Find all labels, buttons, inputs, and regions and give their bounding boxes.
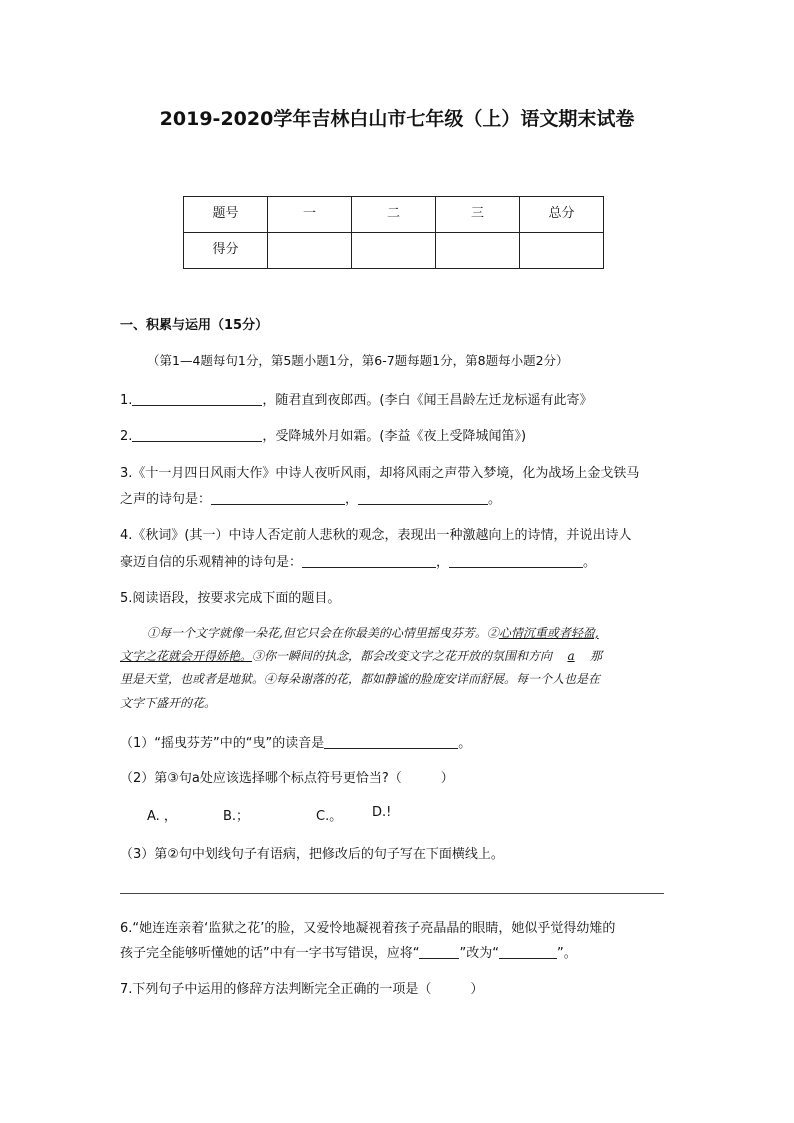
question-text: ，随君直到夜郎西。(李白《闻王昌龄左迁龙标遥有此寄》	[262, 393, 593, 408]
option-c[interactable]: C.。	[316, 809, 343, 824]
score-table-header-row	[184, 197, 604, 233]
question-5-intro: 5.阅读语段，按要求完成下面的题目。	[120, 591, 341, 606]
passage-text: ③你一瞬间的执念，都会改变文字之花开放的氛围和方向	[252, 649, 553, 663]
option-d[interactable]: D.!	[372, 805, 392, 820]
page-title: 2019-2020学年吉林白山市七年级（上）语文期末试卷	[159, 108, 635, 130]
comma: ，	[436, 555, 450, 570]
question-text: 孩子完全能够听懂她的话”中有一字书写错误，应将“	[120, 946, 420, 961]
score-header-cell: 总分	[520, 197, 604, 233]
option-a[interactable]: A. ，	[147, 809, 177, 824]
underlined-sentence: 心情沉重或者轻盈,	[498, 626, 599, 640]
passage-line	[120, 647, 602, 664]
question-text: 之声的诗句是：	[120, 492, 212, 507]
answer-line[interactable]	[120, 893, 664, 894]
score-header-cell: 一	[268, 197, 352, 233]
question-text: ，受降城外月如霜。(李益《夜上受降城闻笛》)	[262, 429, 527, 444]
question-4-line1: 4.《秋词》(其一）中诗人否定前人悲秋的观念，表现出一种激越向上的诗情，并说出诗人	[120, 528, 632, 543]
score-cell[interactable]	[520, 233, 604, 269]
passage-line: 里是天堂，也或者是地狱。④每朵谢落的花，都如静谧的脸庞安详而舒展。每一个人也是在	[120, 672, 601, 686]
passage-text: ①每一个文字就像一朵花,但它只会在你最美的心情里摇曳芬芳。②	[147, 626, 499, 640]
section-note: （第1—4题每句1分，第5题小题1分，第6-7题每题1分，第8题每小题2分）	[147, 353, 569, 368]
question-7: 7.下列句子中运用的修辞方法判断完全正确的一项是（ ）	[120, 982, 484, 997]
option-b[interactable]: B.；	[223, 809, 250, 824]
question-6-line1: 6.“她连连亲着‘监狱之花’的脸，又爱怜地凝视着孩子亮晶晶的眼睛，她似乎觉得幼雉的	[120, 921, 616, 936]
answer-blank[interactable]	[449, 553, 583, 568]
question-2	[120, 425, 526, 444]
question-5-sub2: （2）第③句a处应该选择哪个标点符号更恰当?（ ）	[120, 771, 454, 786]
underlined-sentence: 文字之花就会开得娇艳。	[120, 649, 253, 663]
score-row-label: 得分	[184, 233, 268, 269]
score-header-cell: 题号	[184, 197, 268, 233]
section-heading: 一、积累与运用（15分）	[120, 318, 269, 333]
period: 。	[583, 555, 597, 570]
period: 。	[458, 736, 472, 751]
answer-blank[interactable]	[358, 490, 488, 505]
question-5-sub1	[120, 732, 471, 751]
blank-a[interactable]: a	[567, 649, 575, 663]
passage-line	[147, 624, 599, 641]
question-text: 豪迈自信的乐观精神的诗句是：	[120, 555, 303, 570]
question-5-sub3: （3）第②句中划线句子有语病，把修改后的句子写在下面横线上。	[120, 847, 504, 862]
question-4-line2	[120, 551, 596, 570]
question-number: 2.	[120, 429, 133, 444]
score-cell[interactable]	[352, 233, 436, 269]
question-text: （1）“摇曳芬芳”中的“曳”的读音是	[120, 736, 325, 751]
question-3-line1: 3.《十一月四日风雨大作》中诗人夜听风雨，却将风雨之声带入梦境，化为战场上金戈铁马	[120, 466, 640, 481]
question-number: 1.	[120, 393, 133, 408]
question-text: ”。	[556, 946, 577, 961]
answer-blank[interactable]	[132, 427, 262, 442]
score-table-row	[184, 233, 604, 269]
passage-line: 文字下盛开的花。	[120, 696, 217, 710]
comma: ，	[345, 492, 359, 507]
question-3-line2	[120, 488, 501, 507]
score-cell[interactable]	[436, 233, 520, 269]
answer-blank[interactable]	[302, 553, 436, 568]
answer-blank[interactable]	[419, 944, 459, 959]
question-text: ”改为“	[459, 946, 499, 961]
question-1	[120, 389, 592, 408]
answer-blank[interactable]	[499, 944, 557, 959]
score-header-cell: 二	[352, 197, 436, 233]
period: 。	[488, 492, 502, 507]
score-header-cell: 三	[436, 197, 520, 233]
score-table	[183, 196, 604, 269]
score-cell[interactable]	[268, 233, 352, 269]
question-6-line2	[120, 942, 577, 961]
answer-blank[interactable]	[324, 734, 458, 749]
passage-text: 那	[590, 649, 603, 663]
answer-blank[interactable]	[132, 391, 262, 406]
answer-blank[interactable]	[211, 490, 345, 505]
